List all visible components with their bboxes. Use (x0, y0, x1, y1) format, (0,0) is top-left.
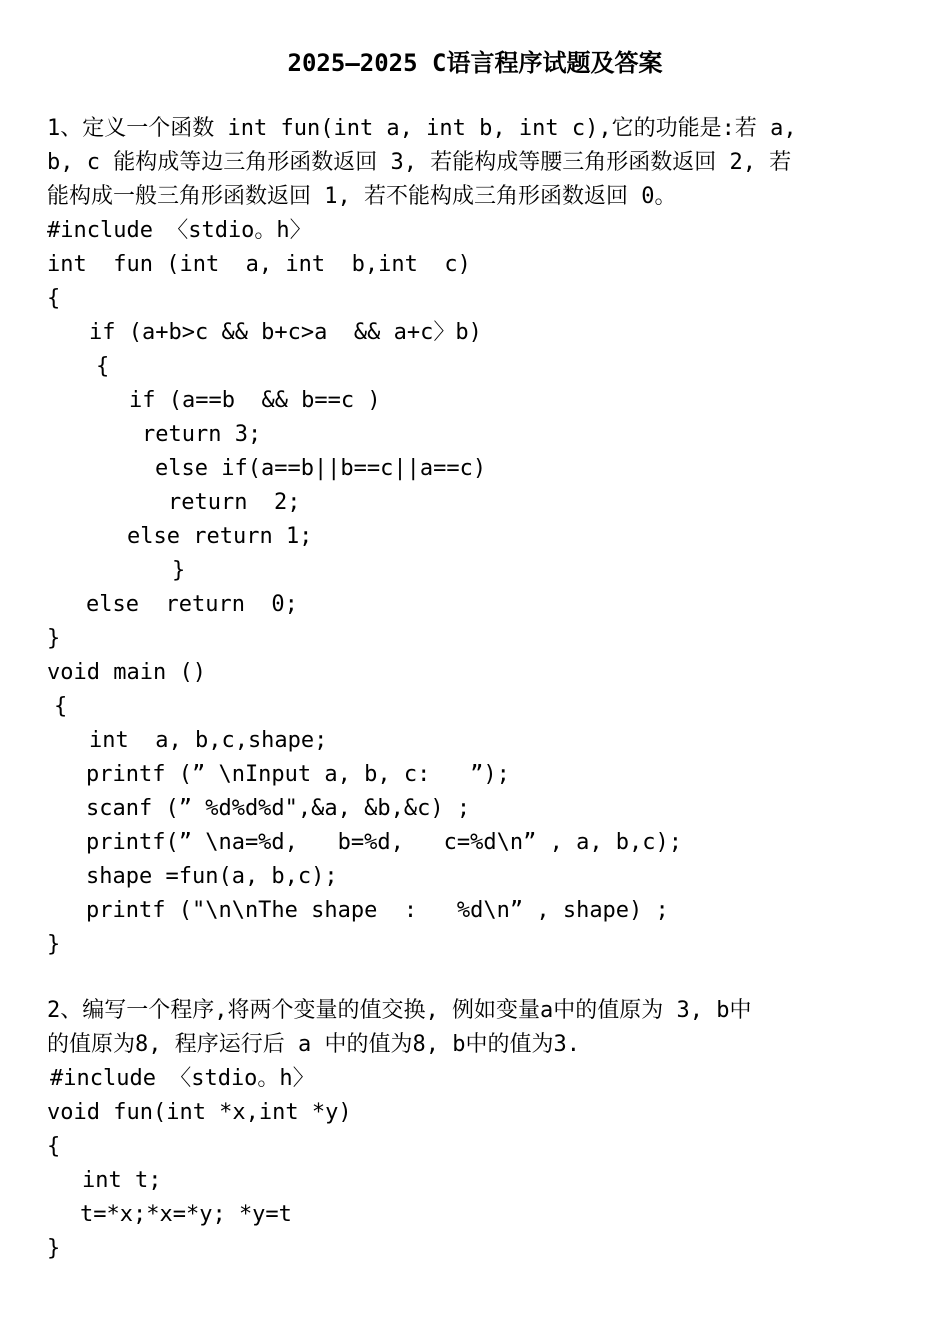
code-line: int a, b,c,shape; (89, 728, 328, 753)
code-line: } (47, 626, 61, 651)
code-line: } (47, 932, 61, 957)
q2-desc-line: 2、编写一个程序,将两个变量的值交换, 例如变量a中的值原为 3, b中 (47, 998, 752, 1023)
code-line: { (96, 354, 110, 379)
code-line: void main () (47, 660, 206, 685)
code-line: else return 1; (127, 524, 313, 549)
q1-desc-line: b, c 能构成等边三角形函数返回 3, 若能构成等腰三角形函数返回 2, 若 (47, 150, 792, 175)
code-line: printf ("\n\nThe shape : %d\n” , shape) ; (86, 898, 669, 923)
code-line: return 2; (168, 490, 301, 515)
code-line: t=*x;*x=*y; *y=t (80, 1202, 292, 1227)
code-line: void fun(int *x,int *y) (47, 1100, 352, 1125)
code-line: { (47, 1134, 61, 1159)
code-line: #include 〈stdio。h〉 (50, 1066, 315, 1091)
q2-desc-line: 的值原为8, 程序运行后 a 中的值为8, b中的值为3. (47, 1032, 580, 1057)
code-line: int t; (82, 1168, 162, 1193)
code-line: int fun (int a, int b,int c) (47, 252, 471, 277)
code-line: if (a+b>c && b+c>a && a+c〉b) (89, 320, 482, 345)
code-line: } (172, 558, 186, 583)
code-line: else return 0; (86, 592, 298, 617)
code-line: if (a==b && b==c ) (129, 388, 381, 413)
code-line: } (47, 1236, 61, 1261)
code-line: shape =fun(a, b,c); (86, 864, 338, 889)
q1-desc-line: 能构成一般三角形函数返回 1, 若不能构成三角形函数返回 0。 (47, 184, 677, 209)
code-line: #include 〈stdio。h〉 (47, 218, 312, 243)
code-line: scanf (” %d%d%d",&a, &b,&c) ; (86, 796, 471, 821)
code-line: printf (” \nInput a, b, c: ”); (86, 762, 510, 787)
code-line: { (54, 694, 68, 719)
code-line: return 3; (142, 422, 262, 447)
q1-desc-line: 1、定义一个函数 int fun(int a, int b, int c),它的功能是:若 a, (47, 116, 797, 141)
code-line: { (47, 286, 61, 311)
page-title: 2025—2025 C语言程序试题及答案 (287, 49, 663, 77)
code-line: printf(” \na=%d, b=%d, c=%d\n” , a, b,c); (86, 830, 683, 855)
code-line: else if(a==b||b==c||a==c) (155, 456, 487, 481)
